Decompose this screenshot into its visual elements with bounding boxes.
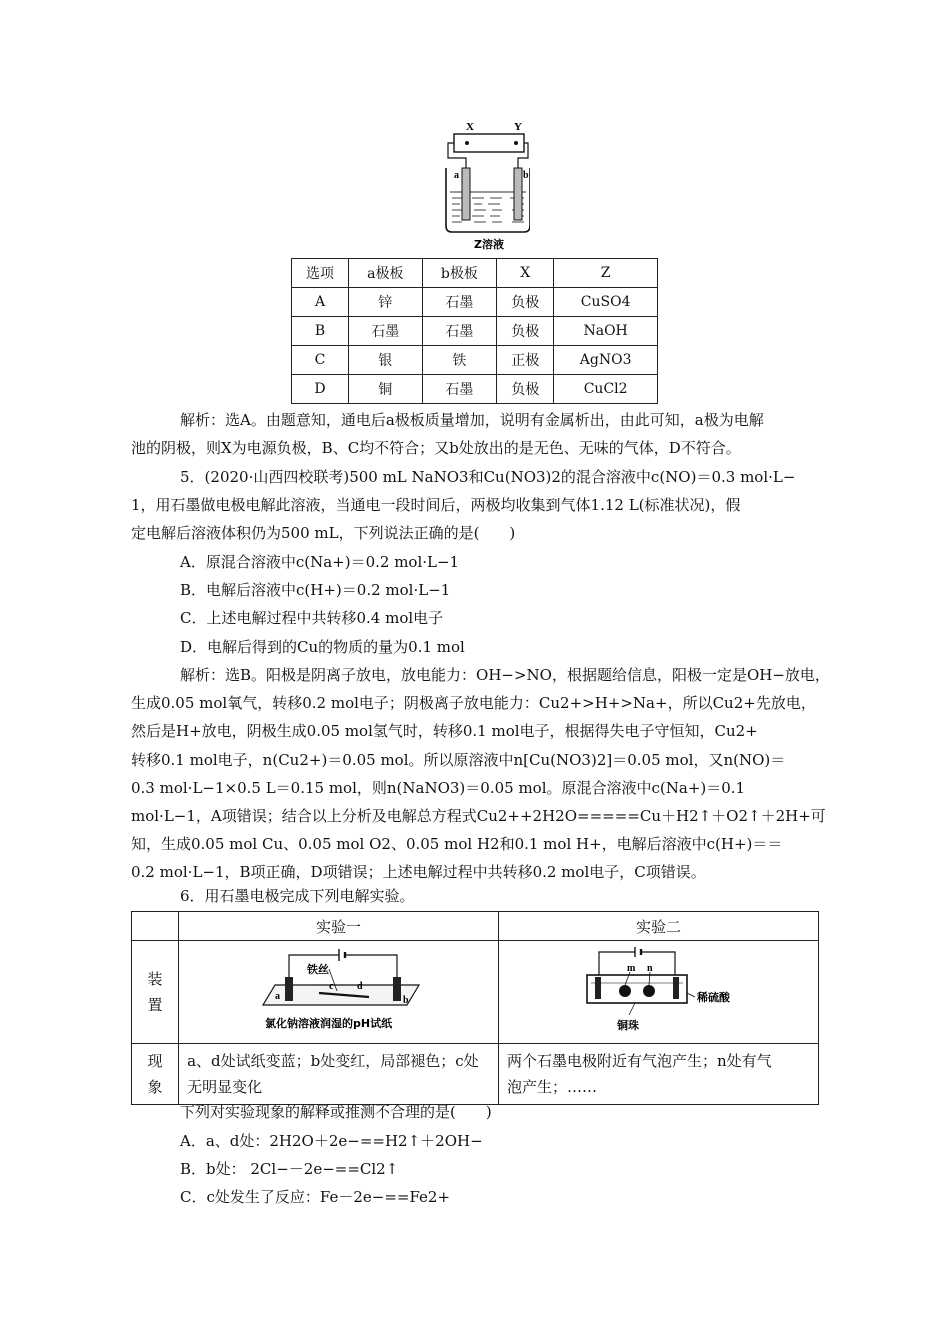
experiment1-device-cell bbox=[179, 941, 499, 1044]
table-cell: 铜 bbox=[349, 375, 422, 404]
table-header-cell: b极板 bbox=[422, 259, 497, 288]
analysis-text: 0.3 mol·L−1×0.5 L＝0.15 mol，则n(NaNO3)＝0.05 mol。原混合溶液中c(Na+)＝0.1 bbox=[131, 779, 746, 797]
experiment2-phenomenon-cell bbox=[499, 1044, 819, 1105]
answer-option: B．b处： 2Cl−－2e−==Cl2↑ bbox=[180, 1160, 399, 1178]
answer-option: D．电解后得到的Cu的物质的量为0.1 mol bbox=[180, 638, 465, 656]
answer-option: A．原混合溶液中c(Na+)＝0.2 mol·L−1 bbox=[180, 553, 460, 571]
table-row bbox=[292, 346, 658, 375]
label-b: b bbox=[403, 995, 409, 1006]
label-copper-bead: 铜珠 bbox=[617, 1019, 640, 1032]
table-cell: B bbox=[292, 317, 349, 346]
label-a: a bbox=[275, 991, 281, 1002]
row-label-phenomenon bbox=[132, 1044, 179, 1105]
table-header-cell: Z bbox=[554, 259, 658, 288]
table-cell: D bbox=[292, 375, 349, 404]
figure-label-a: a bbox=[454, 170, 459, 181]
graphite-electrode-right bbox=[673, 977, 679, 999]
table-header-cell: 选项 bbox=[292, 259, 349, 288]
experiment1-diagram bbox=[179, 941, 497, 1039]
table-cell: C bbox=[292, 346, 349, 375]
answer-option: B．电解后溶液中c(H+)＝0.2 mol·L−1 bbox=[180, 581, 451, 599]
table-row bbox=[292, 288, 658, 317]
table-cell: A bbox=[292, 288, 349, 317]
question-stem: 下列对实验现象的解释或推测不合理的是( ) bbox=[180, 1103, 492, 1121]
label-c: c bbox=[329, 981, 334, 992]
table-row bbox=[292, 375, 658, 404]
electrolysis-cell-figure bbox=[440, 118, 530, 258]
figure-label-b: b bbox=[523, 170, 529, 181]
figure-label-x: X bbox=[466, 121, 474, 133]
table-cell: 银 bbox=[349, 346, 422, 375]
question-stem: 5．(2020·山西四校联考)500 mL NaNO3和Cu(NO3)2的混合溶液中c(NO)＝0.3 mol·L− bbox=[180, 468, 796, 486]
table-cell: CuSO4 bbox=[554, 288, 658, 317]
label-iron-wire: 铁丝 bbox=[307, 963, 330, 976]
row-label-device-text: 装置 bbox=[147, 970, 163, 1014]
experiment2-diagram bbox=[499, 941, 817, 1039]
trough bbox=[587, 975, 687, 1003]
analysis-text: 知，生成0.05 mol Cu、0.05 mol O2、0.05 mol H2和0.1 mol H+，电解后溶液中c(H+)＝＝ bbox=[131, 835, 783, 853]
experiment2-device-cell bbox=[499, 941, 819, 1044]
table-header-cell bbox=[132, 912, 179, 941]
analysis-text: 生成0.05 mol氧气，转移0.2 mol电子；阴极离子放电能力：Cu2+>H+>Na+，所以Cu2+先放电， bbox=[131, 694, 816, 712]
analysis-text: 然后是H+放电，阴极生成0.05 mol氢气时，转移0.1 mol电子，根据得失电子守恒知，Cu2+ bbox=[131, 722, 758, 740]
phenomenon-text: 泡产生；…… bbox=[507, 1078, 598, 1096]
table-cell: 石墨 bbox=[349, 317, 422, 346]
table-cell: 负极 bbox=[497, 375, 554, 404]
options-table bbox=[291, 258, 658, 404]
table-cell: 石墨 bbox=[422, 288, 497, 317]
electrode-b bbox=[393, 977, 401, 1001]
table-header-cell: 实验一 bbox=[179, 912, 499, 941]
question-stem: 1，用石墨做电极电解此溶液，当通电一段时间后，两极均收集到气体1.12 L(标准状况)，假 bbox=[131, 496, 741, 514]
row-label-phenomenon-text: 现象 bbox=[147, 1052, 163, 1096]
table-cell: 石墨 bbox=[422, 317, 497, 346]
table-cell: 石墨 bbox=[422, 375, 497, 404]
graphite-electrode-left bbox=[595, 977, 601, 999]
caption-ph-paper: 氯化钠溶液润湿的pH试纸 bbox=[265, 1017, 393, 1030]
table-header-cell: 实验二 bbox=[499, 912, 819, 941]
analysis-text: mol·L−1，A项错误；结合以上分析及电解总方程式Cu2++2H2O=====Cu＋H2↑＋O2↑＋2H+可 bbox=[131, 807, 826, 825]
question-stem: 6．用石墨电极完成下列电解实验。 bbox=[180, 887, 415, 905]
phenomenon-text: a、d处试纸变蓝；b处变红，局部褪色；c处 bbox=[187, 1052, 479, 1070]
answer-option: C．c处发生了反应：Fe－2e−==Fe2+ bbox=[180, 1188, 451, 1206]
analysis-text: 解析：选A。由题意知，通电后a极板质量增加，说明有金属析出，由此可知，a极为电解 bbox=[180, 411, 764, 429]
electrode-a bbox=[285, 977, 293, 1001]
figure-label-y: Y bbox=[514, 121, 522, 133]
analysis-text: 0.2 mol·L−1，B项正确，D项错误；上述电解过程中共转移0.2 mol电子，C项错误。 bbox=[131, 863, 706, 881]
answer-option: C．上述电解过程中共转移0.4 mol电子 bbox=[180, 609, 444, 627]
figure-caption-z-solution: Z溶液 bbox=[474, 238, 504, 251]
row-label-device bbox=[132, 941, 179, 1044]
label-dilute-sulfuric-acid: 稀硫酸 bbox=[697, 991, 731, 1004]
label-d: d bbox=[357, 981, 363, 992]
answer-option: A．a、d处：2H2O＋2e−==H2↑＋2OH− bbox=[180, 1132, 483, 1150]
electrode-b bbox=[514, 168, 522, 220]
phenomenon-text: 两个石墨电极附近有气泡产生；n处有气 bbox=[507, 1052, 772, 1070]
copper-bead bbox=[643, 985, 655, 997]
table-cell: 负极 bbox=[497, 288, 554, 317]
phenomenon-text: 无明显变化 bbox=[187, 1078, 263, 1096]
table-cell: CuCl2 bbox=[554, 375, 658, 404]
label-n: n bbox=[647, 963, 653, 974]
table-cell: 锌 bbox=[349, 288, 422, 317]
analysis-text: 池的阴极，则X为电源负极，B、C均不符合；又b处放出的是无色、无味的气体，D不符合。 bbox=[131, 439, 741, 457]
table-header-cell: X bbox=[497, 259, 554, 288]
table-cell: 铁 bbox=[422, 346, 497, 375]
table-row bbox=[132, 1044, 819, 1105]
table-cell: NaOH bbox=[554, 317, 658, 346]
table-cell: AgNO3 bbox=[554, 346, 658, 375]
experiment-table bbox=[131, 911, 819, 1105]
table-header-cell: a极板 bbox=[349, 259, 422, 288]
table-cell: 负极 bbox=[497, 317, 554, 346]
table-header-row bbox=[132, 912, 819, 941]
label-m: m bbox=[627, 963, 636, 974]
table-header-row bbox=[292, 259, 658, 288]
table-row bbox=[132, 941, 819, 1044]
power-source-box bbox=[454, 134, 524, 152]
experiment1-phenomenon-cell bbox=[179, 1044, 499, 1105]
analysis-text: 解析：选B。阳极是阴离子放电，放电能力：OH−>NO，根据题给信息，阳极一定是OH−放电， bbox=[180, 666, 830, 684]
table-cell: 正极 bbox=[497, 346, 554, 375]
table-row bbox=[292, 317, 658, 346]
analysis-text: 转移0.1 mol电子，n(Cu2+)＝0.05 mol。所以原溶液中n[Cu(NO3)2]＝0.05 mol，又n(NO)＝ bbox=[131, 751, 786, 769]
electrode-a bbox=[462, 168, 470, 220]
question-stem: 定电解后溶液体积仍为500 mL，下列说法正确的是( ) bbox=[131, 524, 516, 542]
copper-bead bbox=[619, 985, 631, 997]
